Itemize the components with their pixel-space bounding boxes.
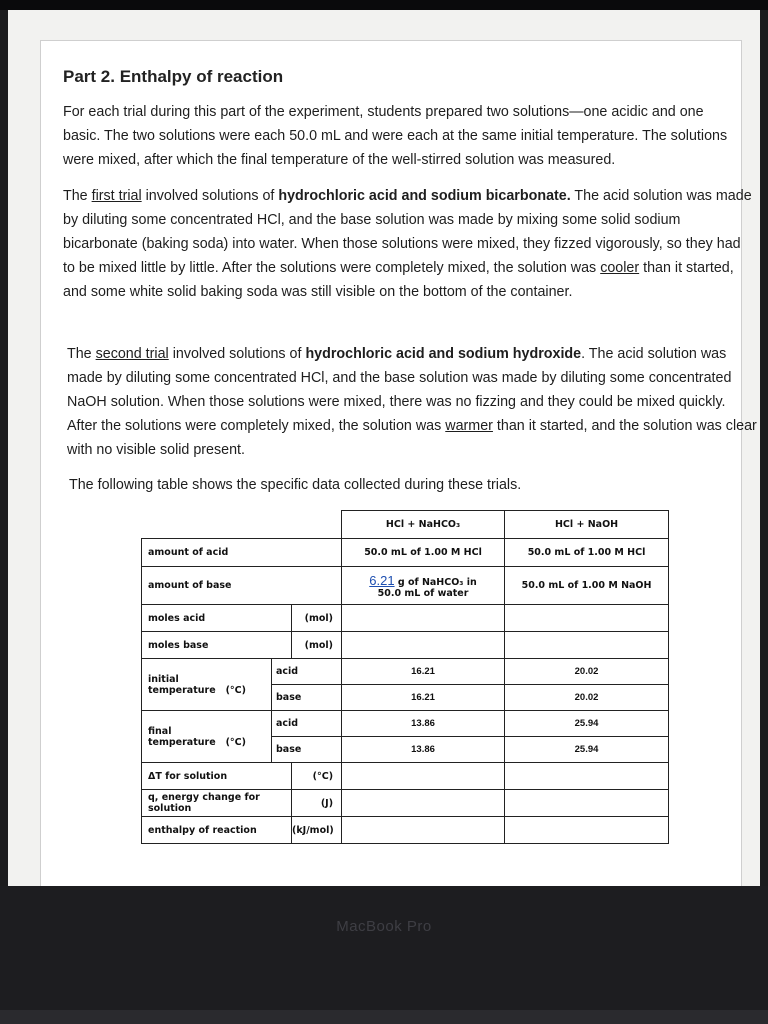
first-trial-reagents: hydrochloric acid and sodium bicarbonate. — [278, 188, 571, 204]
amount-base-2: 50.0 mL of 1.00 M NaOH — [505, 567, 669, 605]
row-q-energy: q, energy change for solution (J) — [142, 790, 669, 817]
header-hcl-nahco3: HCl + NaHCO₃ — [342, 511, 505, 539]
final-acid-1: 13.86 — [342, 711, 505, 737]
init-acid-2: 20.02 — [505, 659, 669, 685]
first-trial-paragraph: The first trial involved solutions of hydrochloric acid and sodium bicarbonate. The acid solution was made by diluting some concentrated HCl, and the base solution was made by mixing some solid sodium bicarbonate (baking soda) into water. When those solutions were mixed, they fizzed vigorously, so they had to be mixed little by little. After the solutions were completely mixed, the solution was cooler than it started, and some white solid baking soda was still visible on the bottom of the container. — [63, 188, 752, 300]
table-intro: The following table shows the specific data collected during these trials. — [69, 477, 522, 493]
row-moles-base: moles base (mol) — [142, 632, 669, 659]
moles-acid-2[interactable] — [505, 605, 669, 632]
table-header-row — [142, 511, 669, 539]
first-trial-temp-word: cooler — [600, 260, 640, 276]
second-trial-temp-word: warmer — [445, 418, 493, 434]
top-bezel — [0, 0, 768, 10]
handwritten-mass: 6.21 — [369, 572, 395, 588]
amount-acid-1: 50.0 mL of 1.00 M HCl — [342, 539, 505, 567]
enthalpy-1[interactable] — [342, 817, 505, 844]
page-heading: Part 2. Enthalpy of reaction — [63, 67, 284, 86]
row-initial-temp-acid: initial temperature (°C) acid 16.21 20.02 — [142, 659, 669, 685]
data-table — [141, 510, 669, 844]
laptop-brand-label: MacBook Pro — [336, 918, 432, 935]
final-temp-label: final temperature (°C) — [142, 711, 272, 763]
row-final-temp-base: base 13.86 25.94 — [142, 737, 669, 763]
init-base-1: 16.21 — [342, 685, 505, 711]
delta-t-1[interactable] — [342, 763, 505, 790]
final-base-1: 13.86 — [342, 737, 505, 763]
moles-acid-1[interactable] — [342, 605, 505, 632]
row-moles-acid: moles acid (mol) — [142, 605, 669, 632]
bottom-bezel — [0, 886, 768, 1024]
init-base-2: 20.02 — [505, 685, 669, 711]
document-page — [40, 40, 757, 888]
final-base-2: 25.94 — [505, 737, 669, 763]
laptop-screen — [8, 10, 760, 886]
first-trial-label: first trial — [91, 188, 142, 204]
final-acid-2: 25.94 — [505, 711, 669, 737]
q-energy-2[interactable] — [505, 790, 669, 817]
row-initial-temp-base: base 16.21 20.02 — [142, 685, 669, 711]
second-trial-label: second trial — [95, 346, 169, 362]
moles-base-1[interactable] — [342, 632, 505, 659]
init-acid-1: 16.21 — [342, 659, 505, 685]
desk-surface — [0, 1010, 768, 1024]
enthalpy-2[interactable] — [505, 817, 669, 844]
row-enthalpy: enthalpy of reaction (kJ/mol) — [142, 817, 669, 844]
q-energy-1[interactable] — [342, 790, 505, 817]
row-amount-base: amount of base 6.21 g of NaHCO₃ in 50.0 mL of water 50.0 mL of 1.00 M NaOH — [142, 567, 669, 605]
delta-t-2[interactable] — [505, 763, 669, 790]
amount-acid-2: 50.0 mL of 1.00 M HCl — [505, 539, 669, 567]
row-amount-acid: amount of acid 50.0 mL of 1.00 M HCl 50.0 mL of 1.00 M HCl — [142, 539, 669, 567]
amount-base-1: 6.21 g of NaHCO₃ in 50.0 mL of water — [342, 567, 505, 605]
row-final-temp-acid: final temperature (°C) acid 13.86 25.94 — [142, 711, 669, 737]
header-hcl-naoh: HCl + NaOH — [505, 511, 669, 539]
initial-temp-label: initial temperature (°C) — [142, 659, 272, 711]
row-delta-t: ΔT for solution (°C) — [142, 763, 669, 790]
moles-base-2[interactable] — [505, 632, 669, 659]
second-trial-reagents: hydrochloric acid and sodium hydroxide — [305, 346, 582, 362]
intro-paragraph: For each trial during this part of the experiment, students prepared two solutions—one acidic and one basic. The two solutions were each 50.0 mL and were each at the same initial temperature. The solutions were mixed, after which the final temperature of the well-stirred solution was measured. — [63, 104, 728, 168]
second-trial-paragraph: The second trial involved solutions of hydrochloric acid and sodium hydroxide. The acid solution was made by diluting some concentrated HCl, and the base solution was made by diluting some concentrated NaOH solution. When those solutions were mixed, there was no fizzing and they could be mixed quickly. After the solutions were completely mixed, the solution was warmer than it started, and the solution was clear with no visible solid present. — [67, 346, 757, 458]
